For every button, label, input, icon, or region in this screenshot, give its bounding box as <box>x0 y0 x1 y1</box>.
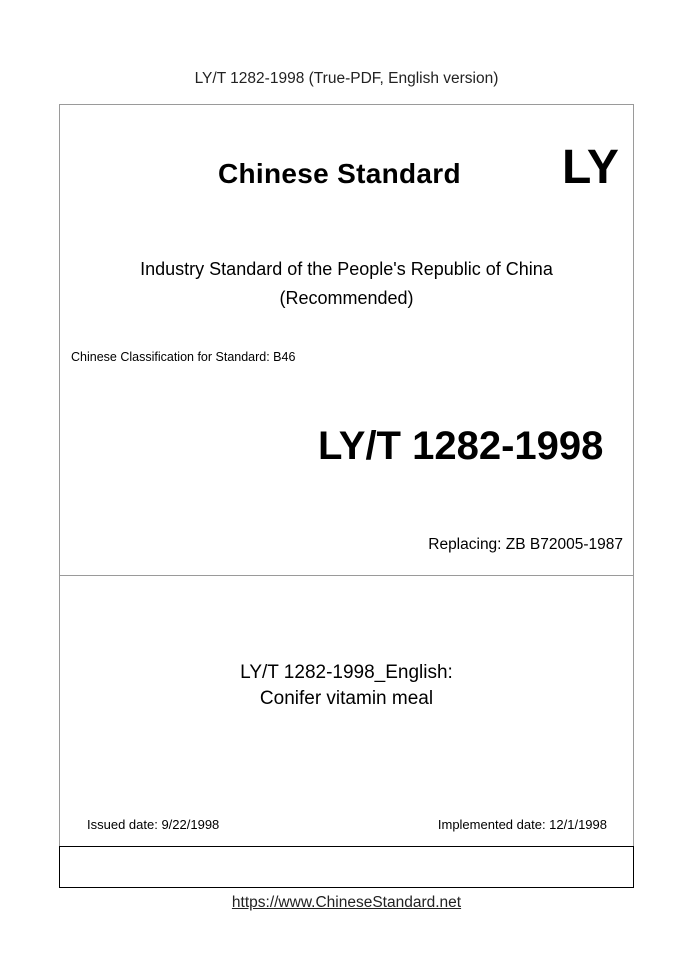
industry-mark: LY <box>562 141 619 194</box>
subject-title: Conifer vitamin meal <box>259 688 434 709</box>
english-title: LY/T 1282-1998_English: <box>240 662 453 683</box>
website-link[interactable]: https://www.ChineseStandard.net <box>231 894 462 911</box>
recommended-label: (Recommended) <box>279 288 414 308</box>
replacing-text: Replacing: ZB B72005-1987 <box>428 536 623 553</box>
page-header-title: LY/T 1282-1998 (True-PDF, English version) <box>194 70 499 87</box>
cover-frame <box>59 104 634 888</box>
footer-box <box>59 846 634 888</box>
implemented-date: Implemented date: 12/1/1998 <box>437 817 607 832</box>
section-divider <box>59 575 634 576</box>
industry-standard-line: Industry Standard of the People's Republic of China <box>140 259 553 279</box>
classification-text: Chinese Classification for Standard: B46 <box>71 350 296 364</box>
issued-date: Issued date: 9/22/1998 <box>87 817 220 832</box>
standard-code: LY/T 1282-1998 <box>318 424 604 468</box>
cover-heading: Chinese Standard <box>218 158 461 189</box>
